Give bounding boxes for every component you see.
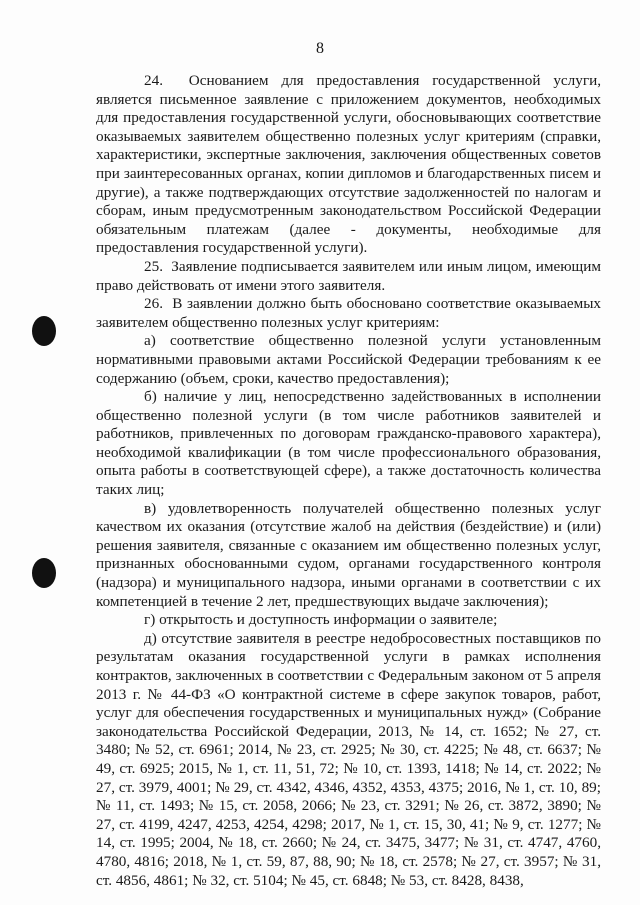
paragraph-24: 24. Основанием для предоставления государственной услуги, является письменное заявление с приложением документов, необходимых для предоставления государственной услуги, обосновывающих соответствие оказываемых заявителем общественно полезных услуг критериям (справки, характеристики, экспертные заключения, заключения общественных советов при заинтересованных органах, копии дипломов и благодарственных писем и другие), а также подтверждающих отсутствие задолженностей по налогам и сборам, иным предусмотренным законодательством Российской Федерации обязательным платежам (далее - документы, необходимые для предоставления государственной услуги).: [96, 72, 601, 257]
paragraph-25: 25. Заявление подписывается заявителем или иным лицом, имеющим право действовать от имени этого заявителя.: [96, 257, 601, 294]
document-body: [96, 72, 601, 890]
criterion-b: б) наличие у лиц, непосредственно задействованных в исполнении общественно полезной услуги (в том числе работников заявителей и работников, привлеченных по договорам гражданско-правового характера), необходимой квалификации (в том числе профессионального образования, опыта работы в соответствующей сфере), а также достаточность количества таких лиц;: [96, 388, 601, 499]
criterion-a: а) соответствие общественно полезной услуги установленным нормативными правовыми актами Российской Федерации требованиям к ее содержанию (объем, сроки, качество предоставления);: [96, 332, 601, 387]
paragraph-26: 26. В заявлении должно быть обосновано соответствие оказываемых заявителем общественно полезных услуг критериям:: [96, 295, 601, 331]
page-number: 8: [316, 40, 324, 57]
criterion-g: г) открытость и доступность информации о заявителе;: [144, 611, 498, 629]
punch-hole-mark: [32, 316, 56, 346]
criterion-v: в) удовлетворенность получателей общественно полезных услуг качеством их оказания (отсутствие жалоб на действия (бездействие) и (или) решения заявителя, связанные с оказанием им общественно полезных услуг, признанных обоснованными судом, органами государственного контроля (надзора) и муниципального надзора, иными органами в соответствии с их компетенцией в течение 2 лет, предшествующих выдаче заключения);: [96, 499, 601, 610]
punch-hole-mark: [32, 558, 56, 588]
criterion-d: д) отсутствие заявителя в реестре недобросовестных поставщиков по результатам оказания государственной услуги в рамках исполнения контрактов, заключенных в соответствии с Федеральным законом от 5 апреля 2013 г. № 44-ФЗ «О контрактной системе в сфере закупок товаров, работ, услуг для обеспечения государственных и муниципальных нужд» (Собрание законодательства Российской Федерации, 2013, № 14, ст. 1652; № 27, ст. 3480; № 52, ст. 6961; 2014, № 23, ст. 2925; № 30, ст. 4225; № 48, ст. 6637; № 49, ст. 6925; 2015, № 1, ст. 11, 51, 72; № 10, ст. 1393, 1418; № 14, ст. 2022; № 27, ст. 3979, 4001; № 29, ст. 4342, 4346, 4352, 4353, 4375; 2016, № 1, ст. 10, 89; № 11, ст. 1493; № 15, ст. 2058, 2066; № 23, ст. 3291; № 26, ст. 3872, 3890; № 27, ст. 4199, 4247, 4253, 4254, 4298; 2017, № 1, ст. 15, 30, 41; № 9, ст. 1277; № 14, ст. 1995; 2004, № 18, ст. 2660; № 24, ст. 3475, 3477; № 31, ст. 4747, 4760, 4780, 4816; 2018, № 1, ст. 59, 87, 88, 90; № 18, ст. 2578; № 27, ст. 3957; № 31, ст. 4856, 4861; № 32, ст. 5104; № 45, ст. 6848; № 53, ст. 8428, 8438,: [96, 629, 601, 889]
